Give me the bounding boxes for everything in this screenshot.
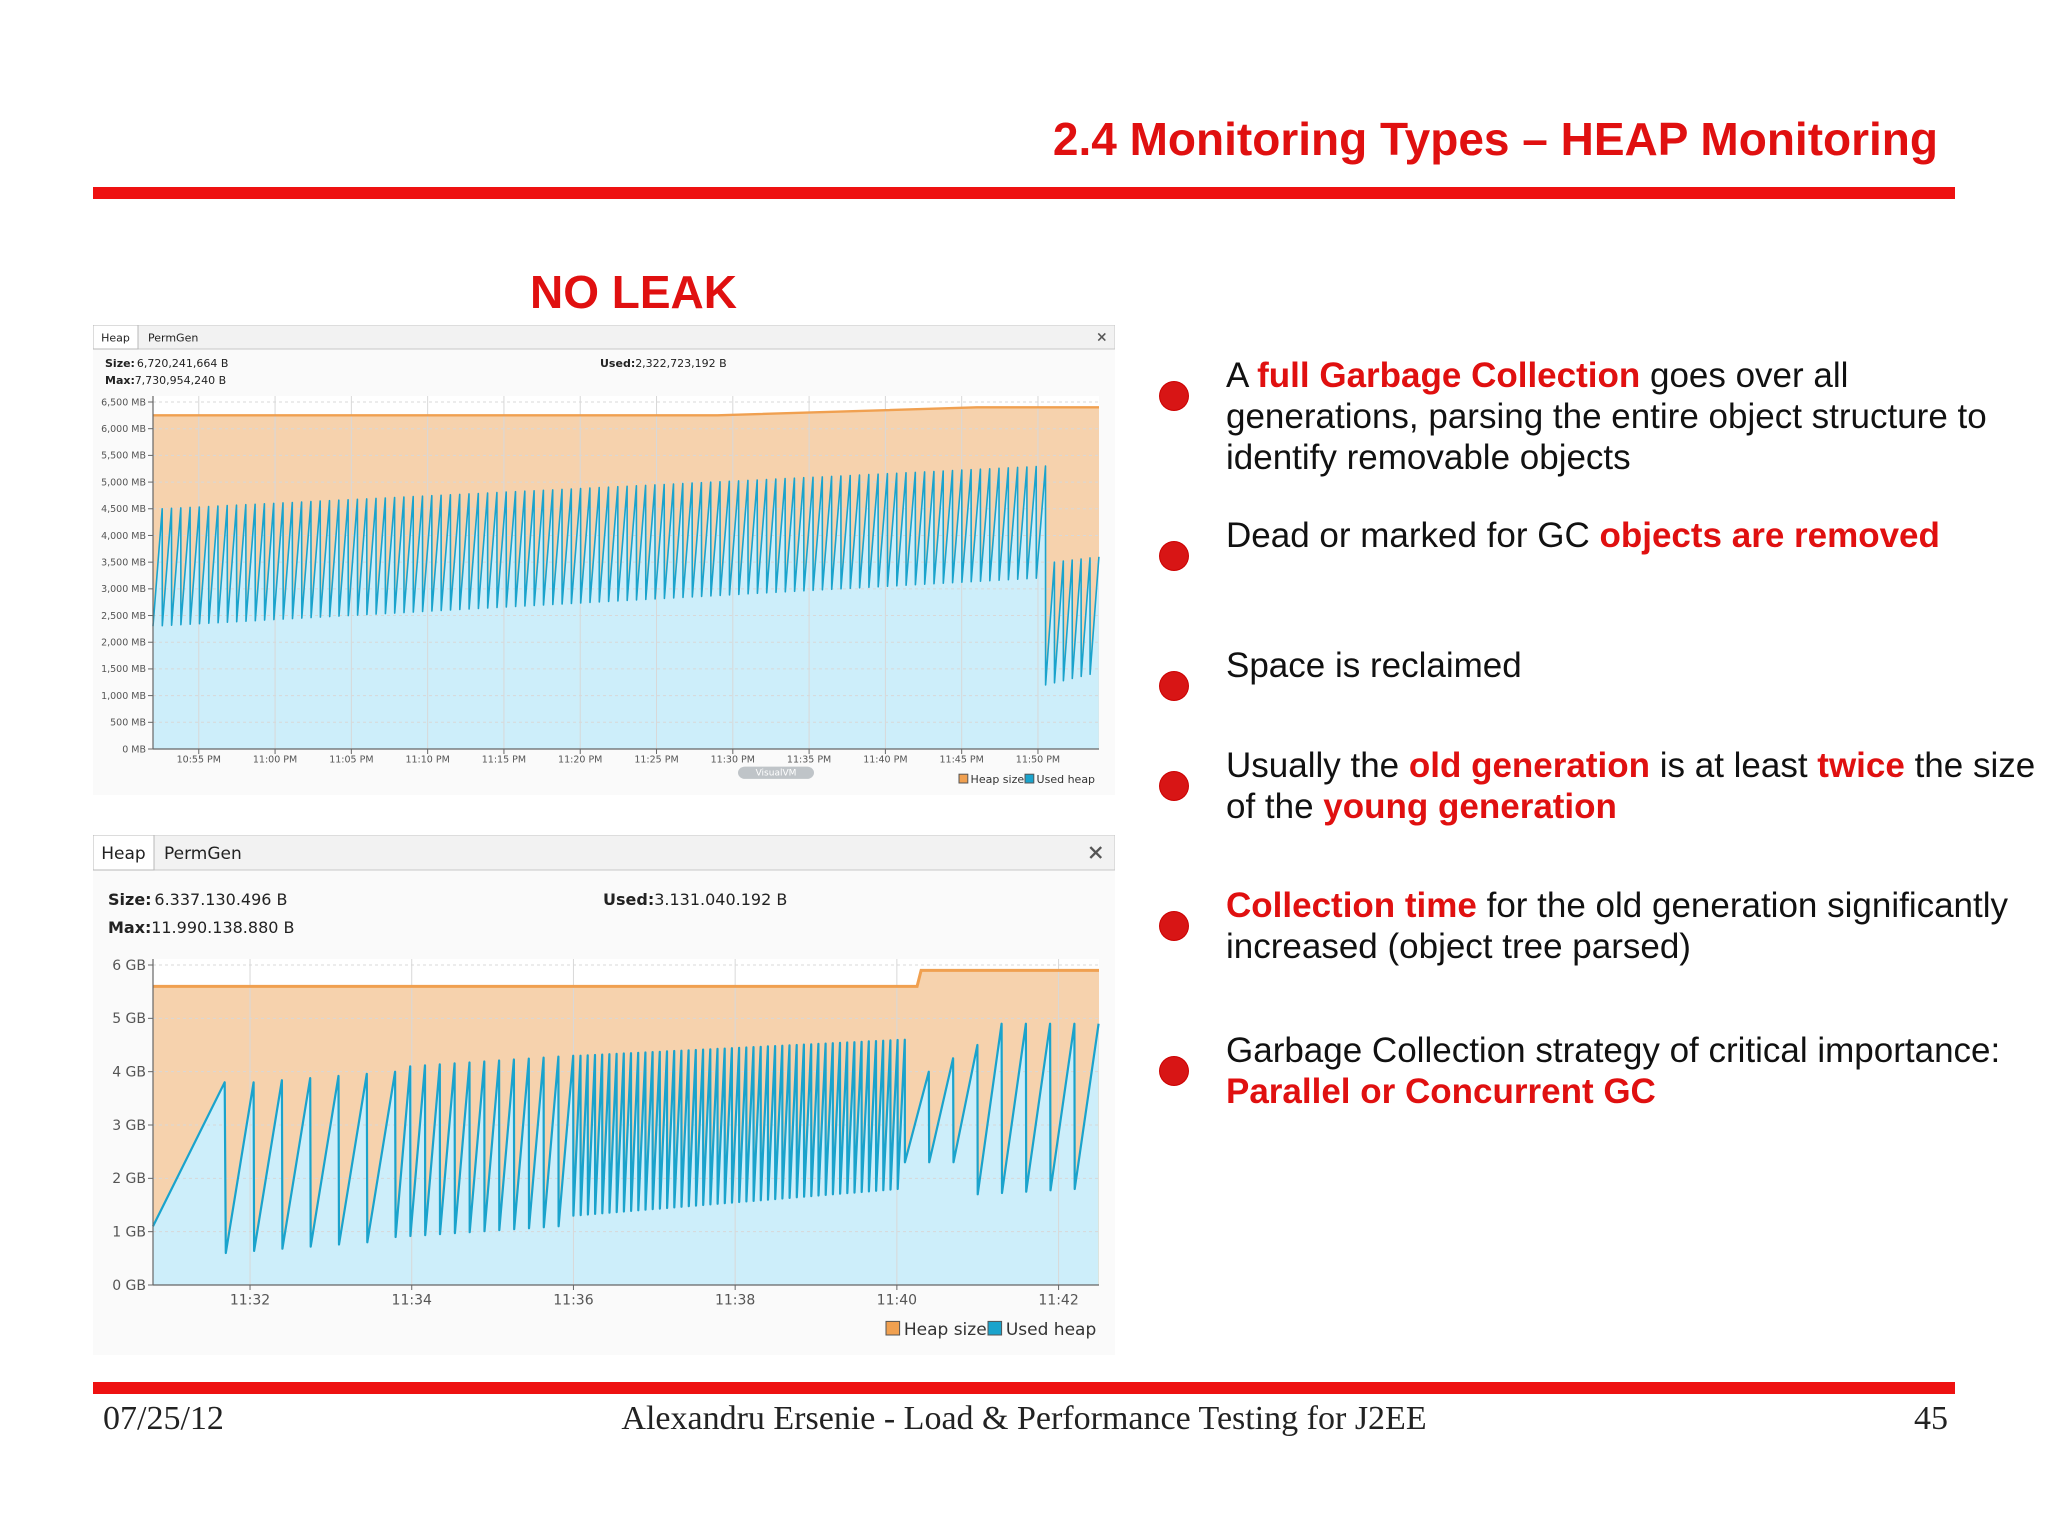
bullet-text-part: for the old generation significantly increased (object tree parsed) — [1226, 886, 2009, 966]
y-tick-label: 0 MB — [122, 744, 146, 756]
highlight-text: old generation — [1408, 746, 1650, 785]
bullet-text-part: is at least — [1650, 746, 1818, 785]
chart-heading: NO LEAK — [530, 266, 737, 318]
y-tick-label: 2,000 MB — [101, 637, 146, 649]
bullet-text-part: Usually the — [1226, 746, 1409, 785]
highlight-text: young generation — [1323, 787, 1617, 826]
bullet-text — [1226, 885, 2046, 967]
bullet-text-part: Space is reclaimed — [1226, 646, 1522, 685]
y-tick-label: 4 GB — [112, 1064, 146, 1081]
x-tick-label: 11:42 — [1038, 1292, 1079, 1309]
x-tick-label: 11:15 PM — [481, 754, 527, 766]
legend-heap-size-swatch — [959, 774, 968, 783]
x-tick-label: 11:30 PM — [710, 754, 755, 766]
highlight-text: twice — [1817, 746, 1905, 785]
max-label: Max: — [105, 374, 135, 387]
legend-heap-size-label: Heap size — [903, 1320, 987, 1340]
size-label: Size: — [105, 357, 135, 370]
footer-center: Alexandru Ersenie - Load & Performance Testing for J2EE — [621, 1400, 1427, 1437]
x-tick-label: 11:35 PM — [786, 754, 832, 766]
x-tick-label: 11:40 — [876, 1292, 918, 1309]
bullet-text-part: Dead or marked for GC — [1226, 516, 1600, 555]
y-tick-label: 4,500 MB — [101, 504, 146, 516]
legend-heap-size-label: Heap size — [970, 773, 1025, 786]
bullet-dot-icon — [1160, 382, 1188, 410]
tab-heap-label: Heap — [101, 843, 146, 864]
page-number: 45 — [1914, 1400, 1948, 1437]
bullet-text — [1226, 745, 2046, 827]
y-tick-label: 3,000 MB — [101, 584, 146, 596]
used-label: Used: — [603, 890, 655, 909]
y-tick-label: 1,000 MB — [101, 690, 146, 702]
slide-title: 2.4 Monitoring Types – HEAP Monitoring — [1052, 113, 1938, 165]
bullet-dot-icon — [1160, 1057, 1188, 1085]
used-label: Used: — [600, 357, 636, 370]
y-tick-label: 4,000 MB — [101, 530, 146, 542]
x-tick-label: 11:40 PM — [863, 754, 908, 766]
heap-chart-svg — [93, 835, 1115, 1355]
bullet-text — [1226, 515, 2046, 556]
y-tick-label: 5,000 MB — [101, 477, 146, 489]
bullet-dot-icon — [1160, 912, 1188, 940]
used-value: 3.131.040.192 B — [654, 890, 788, 909]
x-tick-label: 11:32 — [229, 1292, 271, 1309]
x-tick-label: 11:50 PM — [1015, 754, 1061, 766]
y-tick-label: 6,000 MB — [101, 424, 146, 436]
bullet-dot-icon — [1160, 542, 1188, 570]
x-tick-label: 10:55 PM — [176, 754, 221, 766]
x-tick-label: 11:25 PM — [634, 754, 679, 766]
highlight-text: Collection time — [1226, 886, 1477, 925]
bullet-text-part: A — [1226, 356, 1258, 395]
x-tick-label: 11:00 PM — [252, 754, 298, 766]
legend-heap-size-swatch — [886, 1321, 900, 1335]
tab-permgen-label: PermGen — [148, 331, 199, 345]
highlight-text: Parallel or Concurrent GC — [1226, 1072, 1656, 1111]
max-value: 11.990.138.880 B — [151, 918, 295, 937]
highlight-text: objects are removed — [1599, 516, 1940, 555]
y-tick-label: 5,500 MB — [101, 450, 146, 462]
bullet-text — [1226, 1030, 2046, 1112]
tab-permgen-label: PermGen — [164, 843, 242, 864]
footer-date: 07/25/12 — [103, 1400, 224, 1437]
heap-chart-svg — [93, 325, 1115, 795]
legend-used-heap-label: Used heap — [1005, 1320, 1097, 1340]
x-tick-label: 11:36 — [553, 1292, 594, 1309]
legend-used-heap-swatch — [988, 1321, 1002, 1335]
x-tick-label: 11:45 PM — [939, 754, 984, 766]
y-tick-label: 500 MB — [110, 717, 146, 729]
tab-heap-label: Heap — [101, 331, 130, 345]
y-tick-label: 1,500 MB — [101, 664, 146, 676]
heap-panel-bottom — [93, 835, 1115, 1355]
heap-panel-top — [93, 325, 1115, 795]
bullet-text — [1226, 355, 2046, 478]
size-value: 6.337.130.496 B — [154, 890, 288, 909]
highlight-text: full Garbage Collection — [1257, 356, 1641, 395]
bullet-text-part: goes over all generations, parsing the entire object structure to identify removable objects — [1226, 356, 1987, 477]
y-tick-label: 3 GB — [112, 1117, 146, 1134]
y-tick-label: 6 GB — [112, 957, 146, 974]
bullet-text-part: the size of the — [1226, 746, 2036, 826]
top-divider — [93, 187, 1955, 199]
bottom-divider — [93, 1382, 1955, 1394]
y-tick-label: 2,500 MB — [101, 610, 146, 622]
max-label: Max: — [108, 918, 152, 937]
x-tick-label: 11:20 PM — [558, 754, 603, 766]
bullet-text-part: Garbage Collection strategy of critical importance: — [1226, 1031, 2001, 1070]
x-tick-label: 11:34 — [391, 1292, 432, 1309]
bullet-text — [1226, 645, 2046, 686]
size-label: Size: — [108, 890, 152, 909]
x-tick-label: 11:10 PM — [405, 754, 450, 766]
y-tick-label: 0 GB — [112, 1277, 146, 1294]
y-tick-label: 3,500 MB — [101, 557, 146, 569]
legend-used-heap-swatch — [1025, 774, 1034, 783]
max-value: 7,730,954,240 B — [134, 374, 227, 387]
tab-bar — [93, 325, 1115, 349]
y-tick-label: 6,500 MB — [101, 397, 146, 409]
bullet-dot-icon — [1160, 672, 1188, 700]
bullet-dot-icon — [1160, 772, 1188, 800]
legend-used-heap-label: Used heap — [1036, 773, 1096, 786]
y-tick-label: 1 GB — [112, 1224, 146, 1241]
x-tick-label: 11:05 PM — [329, 754, 374, 766]
tab-bar — [93, 835, 1115, 870]
visualvm-watermark: VisualVM — [755, 768, 797, 779]
y-tick-label: 2 GB — [112, 1171, 146, 1188]
size-value: 6,720,241,664 B — [136, 357, 229, 370]
y-tick-label: 5 GB — [112, 1011, 146, 1028]
used-value: 2,322,723,192 B — [635, 357, 727, 370]
x-tick-label: 11:38 — [714, 1292, 756, 1309]
